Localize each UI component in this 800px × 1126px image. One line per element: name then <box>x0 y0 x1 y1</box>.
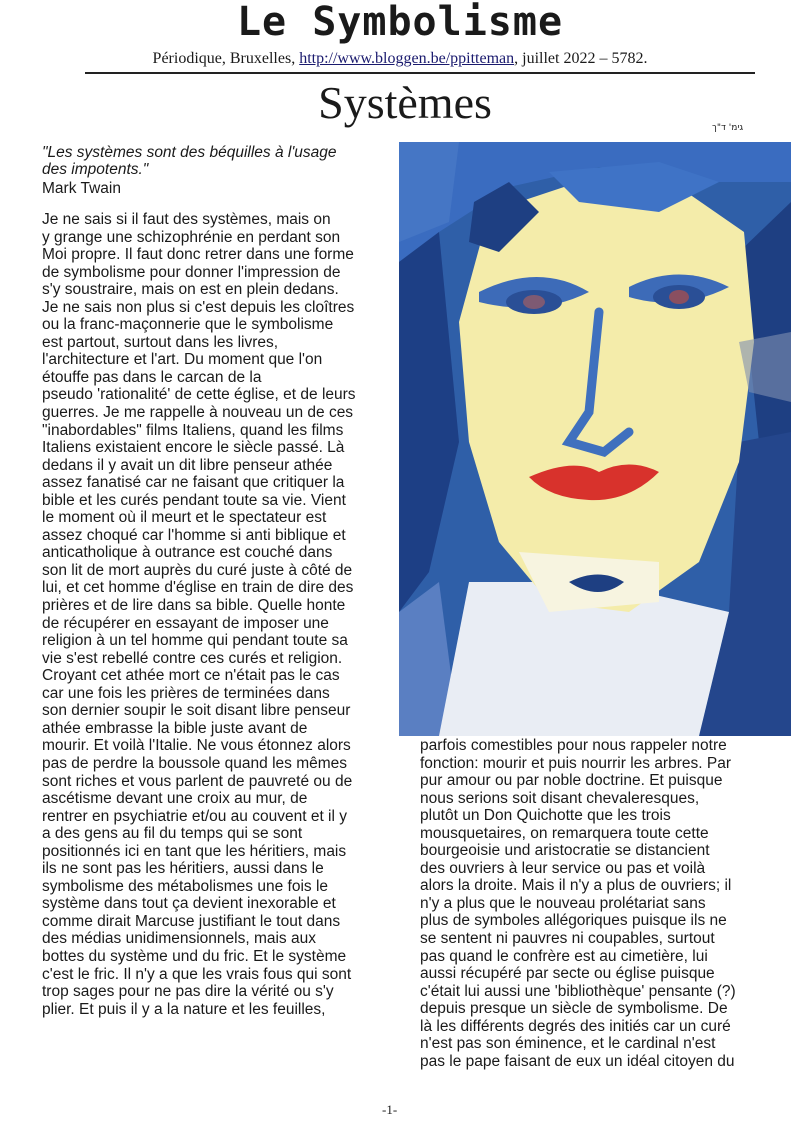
text-line: trop sages pour ne pas dire la vérité ou s'y <box>42 983 334 1001</box>
text-line: guerres. Je me rappelle à nouveau un de ces <box>42 404 354 422</box>
text-line: Moi propre. Il faut donc retrer dans une forme <box>42 246 354 264</box>
portrait-painting-svg <box>399 142 791 736</box>
text-line: son dernier soupir le soit disant libre penseur <box>42 702 351 720</box>
text-line: des médias unidimensionnels, mais aux <box>42 930 316 948</box>
text-line: symbolisme des métabolismes une fois le <box>42 877 329 895</box>
hebrew-date: גימ' ד"ך <box>712 123 744 133</box>
text-line: mourir. Et voilà l'Italie. Ne vous étonnez alors <box>42 737 351 755</box>
text-line: fonction: mourir et puis nourrir les arbres. Par <box>420 754 731 772</box>
text-line: est partout, surtout dans les livres, <box>42 333 279 351</box>
text-line: se sentent ni pauvres ni coupables, surtout <box>420 930 715 948</box>
text-line: lui, et cet homme d'église en train de dire des <box>42 579 354 597</box>
text-line: y grange une schizophrénie en perdant son <box>42 228 341 246</box>
text-line: anticatholique à outrance est couché dans <box>42 544 333 562</box>
body-column-left <box>42 211 392 1018</box>
text-line: ils ne sont pas les héritiers, aussi dans le <box>42 860 324 878</box>
text-line: bourgeoisie und aristocratie se distancient <box>420 842 710 860</box>
publication-prefix: Périodique, Bruxelles, <box>152 50 300 67</box>
quote-line: "Les systèmes sont des béquilles à l'usage <box>42 144 337 161</box>
text-line: nous serions soit disant chevaleresques, <box>420 789 700 807</box>
text-line: étouffe pas dans le carcan de la <box>42 368 262 386</box>
text-line: Je ne sais si il faut des systèmes, mais on <box>42 211 331 228</box>
text-line: n'est pas son éminence, et le cardinal n'est <box>420 1035 716 1053</box>
text-line: ascétisme devant une croix au mur, de <box>42 790 308 808</box>
publication-line <box>0 49 800 69</box>
text-line: des ouvriers à leur service ou pas et voilà <box>420 859 706 877</box>
text-line: dedans il y avait un dit libre penseur athée <box>42 456 333 474</box>
text-line: son lit de mort auprès du curé juste à côté de <box>42 561 353 579</box>
text-line: s'y soustraire, mais on est en plein dedans. <box>42 281 339 299</box>
text-line: positionnés ici en tant que les héritiers, mais <box>42 842 347 860</box>
text-line: plier. Et puis il y a la nature et les feuilles, <box>42 1000 326 1018</box>
text-line: rentrer en psychiatrie et/ou au couvent et il y <box>42 807 347 825</box>
text-line: n'y a plus que le nouveau prolétariat sans <box>420 894 706 912</box>
text-line: vie s'est rebellé contre ces curés et religion. <box>42 649 343 667</box>
text-line: car une fois les prières de terminées dans <box>42 684 330 702</box>
text-line: Italiens existaient encore le siècle passé. Là <box>42 439 345 457</box>
text-line: c'était lui aussi une 'bibliothèque' pensante (?) <box>420 982 736 1000</box>
text-line: c'est le fric. Il n'y a que les vrais fous qui sont <box>42 965 352 983</box>
page-number: -1- <box>382 1102 398 1117</box>
text-line: pur amour ou par noble doctrine. Et puisque <box>420 772 723 790</box>
text-line: pas quand le confrère est au cimetière, lui <box>420 947 708 965</box>
publication-suffix: , juillet 2022 – 5782. <box>514 50 648 67</box>
portrait-painting <box>399 142 791 736</box>
text-line: le moment où il meurt et le spectateur est <box>42 509 327 527</box>
text-line: bible et les curés pendant toute sa vie. Vient <box>42 491 346 509</box>
quote-author: Mark Twain <box>42 180 121 197</box>
text-line: mousquetaires, on remarquera toute cette <box>420 824 709 842</box>
text-line: sont riches et vous parlent de pauvreté ou de <box>42 772 353 790</box>
text-line: plus de symboles allégoriques puisque ils ne <box>420 912 727 930</box>
body-column-right <box>420 737 790 1070</box>
text-line: athée embrasse la bible juste avant de <box>42 719 308 737</box>
text-line: pas de perdre la boussole quand les mêmes <box>42 754 348 772</box>
text-line: ou la franc-maçonnerie que le symbolisme <box>42 316 334 334</box>
text-line: religion à un tel homme qui pendant toute sa <box>42 632 348 650</box>
text-line: pas le pape faisant de eux un idéal citoyen du <box>420 1052 735 1070</box>
header-rule <box>85 72 755 74</box>
text-line: comme dirait Marcuse justifiant le tout dans <box>42 912 341 930</box>
text-line: parfois comestibles pour nous rappeler notre <box>420 737 727 754</box>
text-line: de récupérer en essayant de imposer une <box>42 614 329 632</box>
text-line: assez choqué car l'homme si anti biblique et <box>42 526 346 544</box>
text-line: là les différents degrés des initiés car un curé <box>420 1017 731 1035</box>
text-line: bottes du système und du fric. Et le système <box>42 947 347 965</box>
text-line: assez fanatisé car ne faisant que critiquer la <box>42 474 345 492</box>
text-line: Je ne sais non plus si c'est depuis les cloîtres <box>42 298 355 316</box>
text-line: Croyant cet athée mort ce n'était pas le cas <box>42 667 340 685</box>
text-line: alors la droite. Mais il n'y a plus de ouvriers; il <box>420 877 732 895</box>
masthead-title: Le Symbolisme <box>236 0 564 45</box>
text-line: "inabordables" films Italiens, quand les films <box>42 421 344 439</box>
text-line: aussi récupéré par secte ou église puisque <box>420 965 715 983</box>
text-line: pseudo 'rationalité' de cette église, et de leurs <box>42 386 356 404</box>
blog-link[interactable]: http://www.bloggen.be/ppitteman <box>299 50 515 67</box>
text-line: prières et de lire dans sa bible. Quelle honte <box>42 597 346 615</box>
text-line: système dans tout ça devient inexorable et <box>42 895 336 913</box>
text-line: de symbolisme pour donner l'impression de <box>42 263 341 281</box>
text-line: plutôt un Don Quichotte que les trois <box>420 807 671 825</box>
text-line: a des gens au fil du temps qui se sont <box>42 825 303 843</box>
text-line: depuis presque un siècle de symbolisme. De <box>420 1000 728 1018</box>
quote-line: des impotents." <box>42 161 149 178</box>
section-title: Systèmes <box>318 77 492 128</box>
epigraph-quote <box>42 144 392 178</box>
text-line: l'architecture et l'art. Du moment que l'on <box>42 351 323 369</box>
